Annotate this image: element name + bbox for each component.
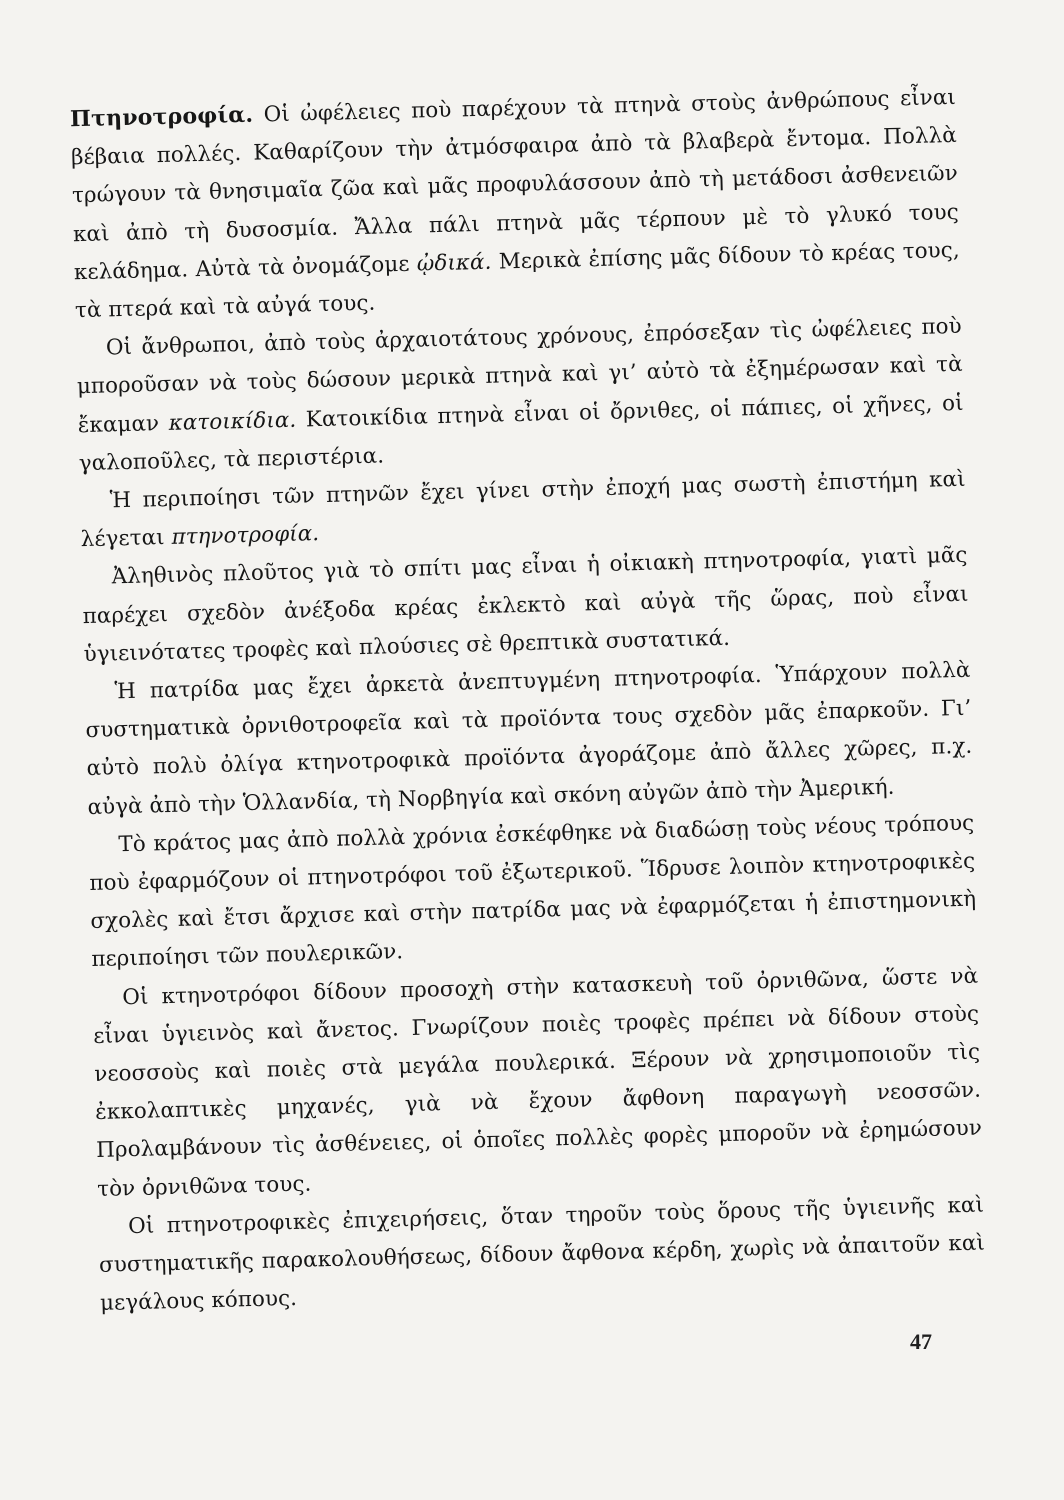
paragraph-7	[92, 957, 984, 1209]
paragraph-text: Ἀληθινὸς πλοῦτος γιὰ τὸ σπίτι μας εἶναι ἡ οἰκιακὴ πτηνοτροφία, γιατὶ μᾶς παρέχει σχεδὸν ἀνέξοδα κρέας ἐκλεκτὸ καὶ αὐγὰ τῆς ὥρας, ποὺ εἶναι ὑγιεινότατες τροφὲς καὶ πλούσιες σὲ θρεπτικὰ συστατικά.	[82, 543, 969, 667]
paragraph-text: Ἡ περιποίησι τῶν πτηνῶν ἔχει γίνει στὴν ἐποχή μας σωστὴ ἐπιστήμη καὶ λέγεται	[80, 466, 966, 553]
paragraph-term: ᾠδικά.	[416, 249, 492, 277]
paragraph-term: πτηνοτροφία.	[171, 521, 320, 551]
paragraph-tail: Κατοικίδια πτηνὰ εἶναι οἱ ὄρνιθες, οἱ πάπιες, οἱ χῆνες, οἱ γαλοποῦλες, τὰ περιστέρια.	[78, 390, 964, 477]
paragraph-text: Τὸ κράτος μας ἀπὸ πολλὰ χρόνια ἐσκέφθηκε νὰ διαδώσῃ τοὺς νέους τρόπους ποὺ ἐφαρμόζουν οἱ πτηνοτρόφοι τοῦ ἐξωτερικοῦ. Ἵδρυσε λοιπὸν κτηνοτροφικὲς σχολὲς καὶ ἔτσι ἄρχισε καὶ στὴν πατρίδα μας νὰ ἐφαρμόζεται ἡ ἐπιστημονικὴ περιποίησι τῶν πουλερικῶν.	[89, 810, 977, 973]
main-text	[70, 78, 987, 1324]
paragraph-text: Ἡ πατρίδα μας ἔχει ἀρκετὰ ἀνεπτυγμένη πτηνοτροφία. Ὑπάρχουν πολλὰ συστηματικὰ ὀρνιθοτροφεῖα καὶ τὰ προϊόντα τους σχεδὸν μᾶς ἐπαρκοῦν. Γι’ αὐτὸ πολὺ ὀλίγα κτηνοτροφικὰ προϊόντα ἀγοράζομε ἀπὸ ἄλλες χῶρες, π.χ. αὐγὰ ἀπὸ τὴν Ὁλλανδία, τὴ Νορβηγία καὶ σκόνη αὐγῶν ἀπὸ τὴν Ἀμερική.	[85, 657, 973, 820]
paragraph-text: Οἱ ὠφέλειες ποὺ παρέχουν τὰ πτηνὰ στοὺς ἀνθρώπους εἶναι βέβαια πολλές. Καθαρίζουν τὴν ἀτμόσφαιρα ἀπὸ τὰ βλαβερὰ ἔντομα. Πολλὰ τρώγουν τὰ θνησιμαῖα ζῶα καὶ μᾶς προφυλάσσουν ἀπὸ τὴ μετάδοσι ἀσθενειῶν καὶ ἀπὸ τὴ δυσοσμία. Ἄλλα πάλι πτηνὰ μᾶς τέρπουν μὲ τὸ γλυκό τους κελάδημα. Αὐτὰ τὰ ὀνομάζομε	[70, 84, 960, 286]
paragraph-6	[88, 805, 978, 980]
paragraph-term: κατοικίδια.	[168, 407, 297, 436]
paragraph-text: Οἱ κτηνοτρόφοι δίδουν προσοχὴ στὴν κατασκευὴ τοῦ ὀρνιθῶνα, ὥστε νὰ εἶναι ὑγιεινὸς καὶ ἄνετος. Γνωρίζουν ποιὲς τροφὲς πρέπει νὰ δίδουν στοὺς νεοσσοὺς καὶ ποιὲς στὰ μεγάλα πουλερικά. Ξέρουν νὰ χρησιμοποιοῦν τὶς ἐκκολαπτικὲς μηχανές, γιὰ νὰ ἔχουν ἄφθονη παραγωγὴ νεοσσῶν. Προλαμβάνουν τὶς ἀσθένειες, οἱ ὁποῖες πολλὲς φορὲς μποροῦν νὰ ἐρημώσουν τὸν ὀρνιθῶνα τους.	[93, 963, 983, 1202]
page-number: 47	[910, 1329, 932, 1354]
paragraph-4	[81, 537, 970, 674]
paragraph-text: Οἱ πτηνοτροφικὲς ἐπιχειρήσεις, ὅταν τηροῦν τοὺς ὅρους τῆς ὑγιεινῆς καὶ συστηματικῆς παρακολουθήσεως, δίδουν ἄφθονα κέρδη, χωρὶς νὰ ἀπαιτοῦν καὶ μεγάλους κόπους.	[98, 1192, 986, 1317]
paragraph-text: Οἱ ἄνθρωποι, ἀπὸ τοὺς ἀρχαιοτάτους χρόνους, ἐπρόσεξαν τὶς ὠφέλειες ποὺ μποροῦσαν νὰ τοὺς δώσουν μερικὰ πτηνὰ καὶ γι’ αὐτὸ τὰ ἐξημέρωσαν καὶ τὰ ἔκαμαν	[76, 314, 963, 438]
paragraph-5	[84, 652, 974, 827]
paragraph-2	[75, 308, 965, 483]
paragraph-1	[70, 78, 962, 331]
paragraph-8	[98, 1186, 987, 1323]
page-title: Πτηνοτροφία.	[69, 101, 254, 133]
paragraph-tail: Μερικὰ ἐπίσης μᾶς δίδουν τὸ κρέας τους, τὰ πτερά καὶ τὰ αὐγά τους.	[74, 237, 961, 324]
